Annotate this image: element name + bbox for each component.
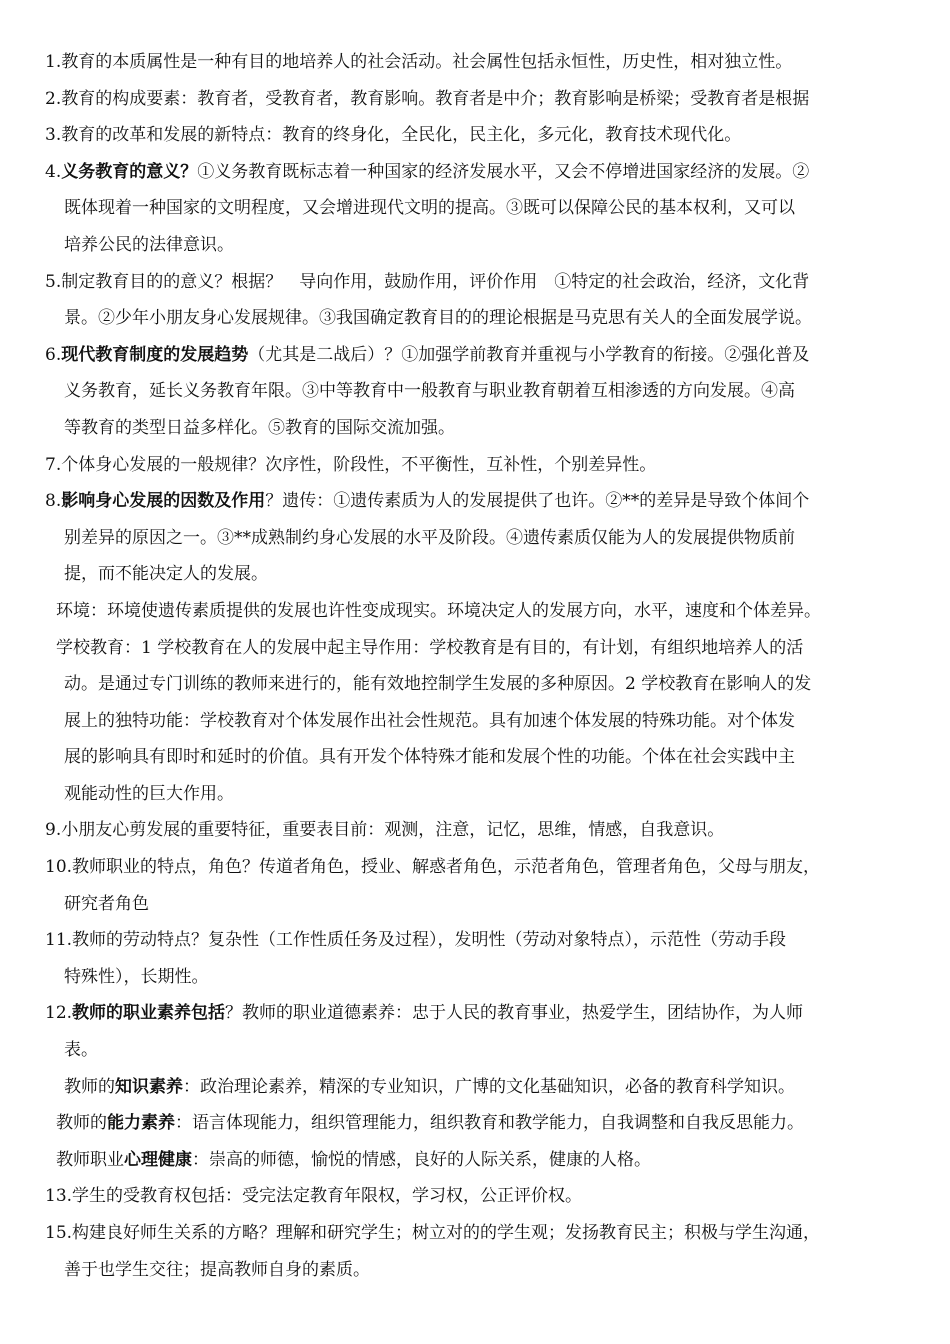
text-run: 6. [45, 344, 62, 365]
text-line [0, 1178, 950, 1215]
text-line [0, 703, 950, 740]
text-line [0, 593, 950, 630]
text-line [0, 1069, 950, 1106]
text-line [0, 812, 950, 849]
text-line [0, 117, 950, 154]
text-run: 提，而不能决定人的发展。 [64, 564, 268, 585]
text-line [0, 1252, 950, 1289]
text-run: 培养公民的法律意识。 [64, 234, 234, 255]
text-run: 展上的独特功能：学校教育对个体发展作出社会性规范。具有加速个体发展的特殊功能。对个体发 [64, 710, 795, 731]
text-line [0, 630, 950, 667]
text-run: ：崇高的师德，愉悦的情感，良好的人际关系，健康的人格。 [192, 1149, 651, 1170]
document-body [0, 44, 950, 1288]
text-run: 3.教育的改革和发展的新特点：教育的终身化，全民化，民主化，多元化，教育技术现代化。 [45, 125, 742, 146]
text-run: 13.学生的受教育权包括：受完法定教育年限权，学习权，公正评价权。 [45, 1186, 583, 1207]
text-run: ①义务教育既标志着一种国家的经济发展水平，又会不停增进国家经济的发展。② [197, 161, 810, 182]
bold-heading-text: 教师的职业素养包括 [72, 1003, 226, 1024]
bold-heading-text: 义务教育的意义？ [61, 161, 198, 182]
text-run: ？教师的职业道德素养：忠于人民的教育事业，热爱学生，团结协作，为人师 [225, 1003, 804, 1024]
text-line [0, 739, 950, 776]
text-run: 景。②少年小朋友身心发展规律。③我国确定教育目的的理论根据是马克思有关人的全面发展学说。 [64, 308, 812, 329]
text-line [0, 776, 950, 813]
text-run: 9.小朋友心剪发展的重要特征，重要表目前：观测，注意，记忆，思维，情感，自我意识。 [45, 820, 725, 841]
text-run: 4. [45, 161, 62, 182]
text-run: ：政治理论素养，精深的专业知识，广博的文化基础知识，必备的教育科学知识。 [183, 1076, 795, 1097]
text-run: （尤其是二战后）？①加强学前教育并重视与小学教育的衔接。②强化普及 [248, 344, 810, 365]
bold-heading-text: 能力素养 [107, 1113, 175, 1134]
text-run: 既体现着一种国家的文明程度，又会增进现代文明的提高。③既可以保障公民的基本权利，又可以 [64, 198, 795, 219]
text-run: 动。是通过专门训练的教师来进行的，能有效地控制学生发展的多种原因。2 学校教育在影响人的发 [64, 674, 812, 695]
text-run: 学校教育：1 学校教育在人的发展中起主导作用：学校教育是有目的，有计划，有组织地培养人的活 [56, 637, 804, 658]
text-run: 研究者角色 [64, 893, 149, 914]
text-run: 5.制定教育目的的意义？根据？ 导向作用，鼓励作用，评价作用 ①特定的社会政治，经济，文化背 [45, 271, 810, 292]
text-line [0, 849, 950, 886]
text-line [0, 1142, 950, 1179]
text-line [0, 190, 950, 227]
text-run: 15.构建良好师生关系的方略？理解和研究学生；树立对的的学生观；发扬教育民主；积极与学生沟通， [45, 1223, 821, 1243]
text-line [0, 81, 950, 118]
text-run: 别差异的原因之一。③**成熟制约身心发展的水平及阶段。④遗传素质仅能为人的发展提供物质前 [64, 527, 795, 548]
text-line [0, 886, 950, 923]
text-run: 11.教师的劳动特点？复杂性（工作性质任务及过程），发明性（劳动对象特点），示范性（劳动手段 [45, 930, 787, 951]
text-line [0, 1032, 950, 1069]
text-line [0, 995, 950, 1032]
text-run: 2.教育的构成要素：教育者，受教育者，教育影响。教育者是中介；教育影响是桥梁；受教育者是根据 [45, 88, 810, 109]
text-run: ：语言体现能力，组织管理能力，组织教育和教学能力，自我调整和自我反思能力。 [175, 1113, 804, 1134]
text-run: 展的影响具有即时和延时的价值。具有开发个体特殊才能和发展个性的功能。个体在社会实践中主 [64, 747, 795, 768]
bold-heading-text: 知识素养 [115, 1076, 183, 1097]
text-run: 1.教育的本质属性是一种有目的地培养人的社会活动。社会属性包括永恒性，历史性，相对独立性。 [45, 52, 793, 72]
text-run: 环境：环境使遗传素质提供的发展也许性变成现实。环境决定人的发展方向，水平，速度和个体差异。 [56, 600, 821, 621]
text-line [0, 447, 950, 484]
text-run: ？遗传：①遗传素质为人的发展提供了也许。②**的差异是导致个体间个 [265, 491, 810, 512]
text-line [0, 300, 950, 337]
text-run: 8. [45, 491, 62, 512]
text-run: 教师的 [56, 1113, 107, 1134]
bold-heading-text: 影响身心发展的因数及作用 [61, 491, 266, 512]
text-line [0, 373, 950, 410]
text-run: 教师职业 [56, 1149, 124, 1170]
text-run: 观能动性的巨大作用。 [64, 783, 234, 804]
text-line [0, 264, 950, 301]
text-run: 等教育的类型日益多样化。⑤教育的国际交流加强。 [64, 417, 455, 438]
text-run: 善于也学生交往；提高教师自身的素质。 [64, 1259, 370, 1280]
text-line [0, 44, 950, 81]
text-line [0, 922, 950, 959]
text-line [0, 556, 950, 593]
text-line [0, 520, 950, 557]
text-line [0, 1215, 950, 1252]
text-run: 7.个体身心发展的一般规律？次序性，阶段性，不平衡性，互补性，个别差异性。 [45, 454, 657, 475]
text-line [0, 154, 950, 191]
text-run: 10.教师职业的特点，角色？传道者角色，授业、解惑者角色，示范者角色，管理者角色，父母与朋友， [45, 857, 821, 878]
text-run: 表。 [64, 1040, 98, 1061]
text-run: 义务教育，延长义务教育年限。③中等教育中一般教育与职业教育朝着互相渗透的方向发展。④高 [64, 381, 795, 402]
bold-heading-text: 心理健康 [124, 1149, 192, 1170]
text-line [0, 1105, 950, 1142]
text-run: 特殊性），长期性。 [64, 966, 209, 987]
text-line [0, 666, 950, 703]
bold-heading-text: 现代教育制度的发展趋势 [61, 344, 249, 365]
text-line [0, 483, 950, 520]
text-run: 12. [45, 1003, 73, 1024]
text-line [0, 227, 950, 264]
text-line [0, 959, 950, 996]
text-run: 教师的 [64, 1076, 115, 1097]
text-line [0, 410, 950, 447]
text-line [0, 337, 950, 374]
